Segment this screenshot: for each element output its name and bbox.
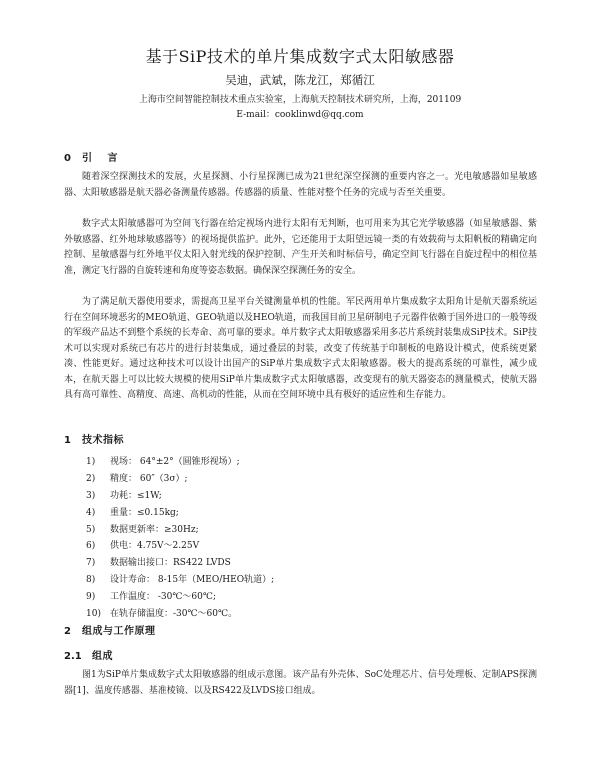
spec-item: 4) 重量：≤0.15kg;	[86, 507, 179, 518]
section-number: 1	[64, 435, 71, 446]
section-number: 0	[64, 153, 71, 164]
spec-item: 3) 功耗：≤1W;	[86, 490, 162, 501]
section-heading-composition	[64, 622, 156, 637]
section-heading-intro	[64, 149, 123, 164]
paper-title: 基于SiP技术的单片集成数字式太阳敏感器	[145, 47, 455, 66]
section-title: 组成	[92, 651, 113, 662]
spec-item: 5) 数据更新率：≥30Hz;	[86, 524, 199, 535]
section-number: 2.1	[64, 651, 82, 662]
authors: 吴迪，武斌，陈龙江，郑循江	[225, 73, 375, 87]
spec-item: 6) 供电：4.75V～2.25V	[86, 541, 200, 552]
spec-item: 7) 数据输出接口：RS422 LVDS	[86, 558, 231, 569]
section-heading-specs	[64, 431, 124, 446]
intro-paragraph-2: 数字式太阳敏感器可为空间飞行器在给定视场内进行太阳有无判断，也可用来为其它光学敏感器（如星敏感器、紫外敏感器、红外地球敏感器等）的视场提供监护。此外，它还能用于太阳望远镜一类的有效载荷与太阳帆板的精确定向控制、星敏感器与红外地平仪太阳入射光线的保护控制、产生开关和时标信号，确定空间飞行器在自旋过程中的相位基准，测定飞行器的自旋转速和角度等姿态数据。确保深空探测任务的安全。	[64, 219, 537, 276]
subsection-heading-composition	[64, 647, 113, 662]
intro-paragraph-1: 随着深空探测技术的发展，火星探测、小行星探测已成为21世纪深空探测的重要内容之一。光电敏感器如星敏感器、太阳敏感器是航天器必备测量传感器。传感器的质量、性能对整个任务的完成与否至关重要。	[64, 172, 537, 198]
section-title: 技术指标	[82, 435, 124, 446]
composition-paragraph: 图1为SiP单片集成数字式太阳敏感器的组成示意图。该产品有外壳体、SoC处理芯片、信号处理板、定制APS探测器[1]、温度传感器、基准棱镜、以及RS422及LVDS接口组成。	[64, 670, 537, 696]
section-title: 引 言	[82, 153, 124, 164]
spec-list	[86, 454, 274, 623]
section-title: 组成与工作原理	[82, 626, 156, 637]
spec-item: 2) 精度： 60″（3σ）;	[86, 473, 188, 484]
spec-item: 9) 工作温度： -30℃～60℃;	[86, 592, 216, 603]
email[interactable]: E-mail：cooklinwd@qq.com	[236, 110, 364, 120]
intro-paragraph-3: 为了满足航天器使用要求，需提高卫星平台关键测量单机的性能。军民两用单片集成数字太阳角计是航天器系统运行在空间环境恶劣的MEO轨道、GEO轨道以及HEO轨道，而我国目前卫星研制电子元器件依赖于国外进口的一般等级的军级产品达不到整个系统的长寿命、高可靠的要求。单片数字式太阳敏感器采用多芯片系统封装集成SiP技术。SiP技术可以实现对系统已有芯片的进行封装集成，通过叠层的封装，改变了传统基于印制板的电路设计模式，使系统更紧凑、性能更好。通过这种技术可以设计出国产的SiP单片集成数字式太阳敏感器。极大的提高系统的可靠性，减少成本，在航天器上可以比较大规模的使用SiP单片集成数字式太阳敏感器，改变现有的航天器姿态的测量模式，使航天器具有高可靠性、高精度、高速、高机动的性能，从而在空间环境中具有极好的适应性和生存能力。	[64, 297, 537, 400]
section-number: 2	[64, 626, 71, 637]
spec-item: 10) 在轨存储温度：-30℃～60℃。	[86, 609, 238, 620]
spec-item: 8) 设计寿命： 8-15年（MEO/HEO轨道）;	[86, 575, 275, 586]
affiliation: 上海市空间智能控制技术重点实验室，上海航天控制技术研究所，上海，201109	[138, 95, 462, 105]
spec-item: 1) 视场： 64°±2°（圆锥形视场）;	[86, 457, 240, 467]
